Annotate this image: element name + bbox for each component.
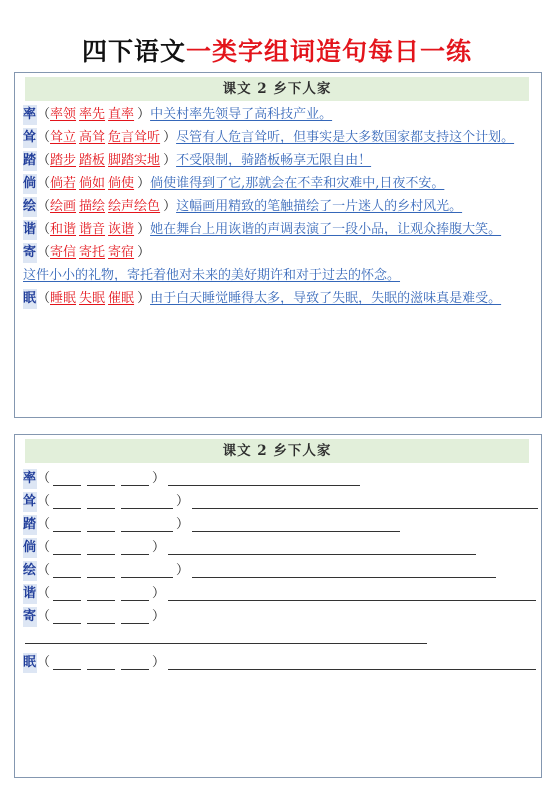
sentence-blank[interactable]: [192, 517, 400, 532]
word-blank[interactable]: [121, 563, 173, 578]
word-blank[interactable]: [87, 494, 115, 509]
sentence-blank[interactable]: [168, 540, 476, 555]
page-title: [0, 36, 554, 68]
word: 倘如: [79, 176, 106, 191]
title-part2: 一类字组词造句每日一练: [186, 37, 473, 66]
word-blank[interactable]: [87, 540, 115, 555]
sentence-blank[interactable]: [192, 563, 496, 578]
entry-char: 绘: [23, 197, 37, 217]
word: 踏步: [50, 153, 77, 168]
sentence-blank[interactable]: [192, 494, 538, 509]
entry-char: 耸: [23, 128, 37, 148]
sentence-blank[interactable]: [168, 655, 536, 670]
word: 倘使: [108, 176, 135, 191]
entry-row: 眠（睡眠 失眠 催眠 ）由于白天睡觉睡得太多，导致了失眠，失眠的滋味真是难受。: [23, 289, 541, 309]
example-sentence: 由于白天睡觉睡得太多，导致了失眠，失眠的滋味真是难受。: [150, 291, 502, 306]
word: 寄宿: [108, 245, 135, 260]
word: 寄托: [79, 245, 106, 260]
practice-row: 绘（ ）: [23, 561, 541, 581]
example-sentence: 中关村率先领导了高科技产业。: [150, 107, 333, 122]
entry-row: 倘（倘若 倘如 倘使 ）倘使谁得到了它,那就会在不幸和灾难中,日夜不安。: [23, 174, 541, 194]
word: 倘若: [50, 176, 77, 191]
word: 率先: [79, 107, 106, 122]
word: 睡眠: [50, 291, 77, 306]
sentence-blank[interactable]: [168, 586, 536, 601]
word-blank[interactable]: [121, 471, 149, 486]
word-blank[interactable]: [87, 655, 115, 670]
word-blank[interactable]: [121, 655, 149, 670]
lesson-header: 课文 2 乡下人家: [25, 77, 529, 101]
word: 绘画: [50, 199, 77, 214]
lesson-header: 课文 2 乡下人家: [25, 439, 529, 463]
practice-char: 寄: [23, 607, 37, 627]
practice-char: 踏: [23, 515, 37, 535]
word-blank[interactable]: [121, 494, 173, 509]
example-sentence: 不受限制，骑踏板畅享无限自由！: [176, 153, 372, 168]
word: 踏板: [79, 153, 106, 168]
word: 失眠: [79, 291, 106, 306]
entry-row: 谐（和谐 谐音 诙谐 ）她在舞台上用诙谐的声调表演了一段小品，让观众捧腹大笑。: [23, 220, 541, 240]
practice-row: 谐（ ）: [23, 584, 541, 604]
example-sentence: 这幅画用精致的笔触描绘了一片迷人的乡村风光。: [176, 199, 463, 214]
word-blank[interactable]: [121, 609, 149, 624]
word-blank[interactable]: [53, 494, 81, 509]
practice-row: 踏（ ）: [23, 515, 541, 535]
practice-char: 绘: [23, 561, 37, 581]
word: 耸立: [50, 130, 77, 145]
example-sentence: 这件小小的礼物，寄托着他对未来的美好期许和对于过去的怀念。: [23, 268, 401, 283]
example-sentence: 她在舞台上用诙谐的声调表演了一段小品，让观众捧腹大笑。: [150, 222, 502, 237]
word-blank[interactable]: [121, 586, 149, 601]
practice-row: 寄（ ）: [23, 607, 541, 627]
entry-row-continued: [23, 266, 541, 286]
sentence-blank[interactable]: [25, 643, 427, 644]
word-blank[interactable]: [87, 586, 115, 601]
word-blank[interactable]: [87, 563, 115, 578]
word-blank[interactable]: [53, 517, 81, 532]
word: 高耸: [79, 130, 106, 145]
word: 谐音: [79, 222, 106, 237]
entry-row: 率（率领 率先 直率 ）中关村率先领导了高科技产业。: [23, 105, 541, 125]
word: 危言耸听: [108, 130, 161, 145]
word: 描绘: [79, 199, 106, 214]
example-sentence: 倘使谁得到了它,那就会在不幸和灾难中,日夜不安。: [150, 176, 445, 191]
word-blank[interactable]: [53, 471, 81, 486]
answer-panel: [14, 72, 542, 418]
word-blank[interactable]: [53, 540, 81, 555]
practice-char: 谐: [23, 584, 37, 604]
word-blank[interactable]: [53, 655, 81, 670]
practice-row: 倘（ ）: [23, 538, 541, 558]
word: 寄信: [50, 245, 77, 260]
entry-row: 踏（踏步 踏板 脚踏实地 ）不受限制，骑踏板畅享无限自由！: [23, 151, 541, 171]
title-part1: 四下语文: [81, 37, 186, 66]
entry-char: 谐: [23, 220, 37, 240]
word: 和谐: [50, 222, 77, 237]
entry-char: 眠: [23, 289, 37, 309]
practice-panel: [14, 434, 542, 778]
word-blank[interactable]: [53, 563, 81, 578]
word-blank[interactable]: [53, 586, 81, 601]
word: 直率: [108, 107, 135, 122]
entry-char: 率: [23, 105, 37, 125]
practice-char: 倘: [23, 538, 37, 558]
entry-row: 耸（耸立 高耸 危言耸听 ）尽管有人危言耸听，但事实是大多数国家都支持这个计划。: [23, 128, 541, 148]
sentence-blank[interactable]: [168, 471, 360, 486]
word-blank[interactable]: [87, 609, 115, 624]
entry-char: 踏: [23, 151, 37, 171]
word-blank[interactable]: [53, 609, 81, 624]
word-blank[interactable]: [87, 517, 115, 532]
word: 催眠: [108, 291, 135, 306]
entry-row: 寄（寄信 寄托 寄宿 ）: [23, 243, 541, 263]
entry-row: 绘（绘画 描绘 绘声绘色 ）这幅画用精致的笔触描绘了一片迷人的乡村风光。: [23, 197, 541, 217]
practice-row: 耸（ ）: [23, 492, 541, 512]
practice-char: 耸: [23, 492, 37, 512]
practice-row: 率（ ）: [23, 469, 541, 489]
practice-char: 眠: [23, 653, 37, 673]
practice-char: 率: [23, 469, 37, 489]
word: 脚踏实地: [108, 153, 161, 168]
entry-char: 寄: [23, 243, 37, 263]
word: 绘声绘色: [108, 199, 161, 214]
word-blank[interactable]: [87, 471, 115, 486]
word-blank[interactable]: [121, 540, 149, 555]
word: 率领: [50, 107, 77, 122]
word: 诙谐: [108, 222, 135, 237]
practice-row: 眠（ ）: [23, 653, 541, 673]
word-blank[interactable]: [121, 517, 173, 532]
example-sentence: 尽管有人危言耸听，但事实是大多数国家都支持这个计划。: [176, 130, 515, 145]
entry-char: 倘: [23, 174, 37, 194]
